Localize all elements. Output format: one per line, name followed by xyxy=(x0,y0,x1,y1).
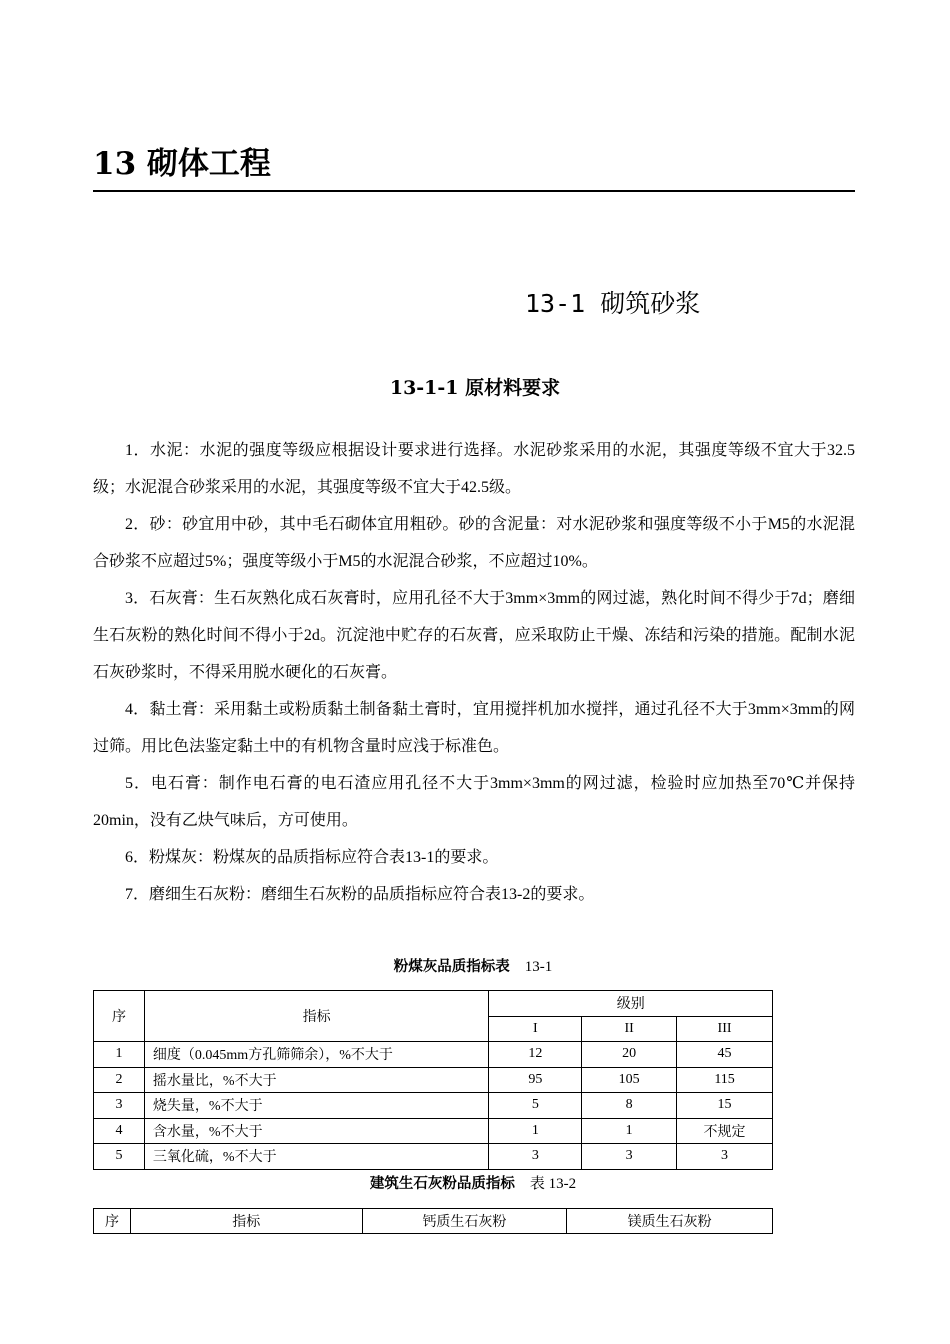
table-row: 5 三氧化硫，%不大于 3 3 3 xyxy=(94,1144,773,1170)
paragraph: 2．砂：砂宜用中砂，其中毛石砌体宜用粗砂。砂的含泥量：对水泥砂浆和强度等级不小于M5的水泥混合砂浆不应超过5%；强度等级小于M5的水泥混合砂浆，不应超过10%。 xyxy=(93,516,855,570)
table1-header-seq: 序 xyxy=(94,991,145,1042)
table-row: 1 细度（0.045mm方孔筛筛余），%不大于 12 20 45 xyxy=(94,1042,773,1068)
table1-header-grade-i: I xyxy=(489,1016,582,1042)
table1-header-grade-ii: II xyxy=(582,1016,677,1042)
table2-header-index: 指标 xyxy=(130,1209,362,1234)
paragraph: 7．磨细生石灰粉：磨细生石灰粉的品质指标应符合表13-2的要求。 xyxy=(125,886,595,903)
paragraph: 3．石灰膏：生石灰熟化成石灰膏时，应用孔径不大于3mm×3mm的网过滤，熟化时间不得少于7d；磨细生石灰粉的熟化时间不得小于2d。沉淀池中贮存的石灰膏，应采取防止干燥、冻结和污染的措施。配制水泥石灰砂浆时，不得采用脱水硬化的石灰膏。 xyxy=(93,590,855,681)
body-text xyxy=(93,432,855,913)
table2-header-magnesium: 镁质生石灰粉 xyxy=(567,1209,773,1234)
paragraph: 6．粉煤灰：粉煤灰的品质指标应符合表13-1的要求。 xyxy=(125,849,499,866)
paragraph: 4．黏土膏：采用黏土或粉质黏土制备黏土膏时，宜用搅拌机加水搅拌，通过孔径不大于3mm×3mm的网过筛。用比色法鉴定黏土中的有机物含量时应浅于标准色。 xyxy=(93,701,855,755)
section-title: 13-1 砌筑砂浆 xyxy=(525,289,701,318)
table-row: 2 摇水量比，%不大于 95 105 115 xyxy=(94,1067,773,1093)
table-row: 3 烧失量，%不大于 5 8 15 xyxy=(94,1093,773,1119)
table2-caption: 建筑生石灰粉品质指标 表 13-2 xyxy=(369,1176,577,1192)
table2-header-calcium: 钙质生石灰粉 xyxy=(362,1209,567,1234)
table2-header-seq: 序 xyxy=(94,1209,131,1234)
paragraph: 5．电石膏：制作电石膏的电石渣应用孔径不大于3mm×3mm的网过滤，检验时应加热至70℃并保持20min，没有乙炔气味后，方可使用。 xyxy=(93,775,855,829)
table1-header-index: 指标 xyxy=(144,991,488,1042)
table2 xyxy=(93,1208,773,1234)
table1 xyxy=(93,990,773,1170)
table-row: 4 含水量，%不大于 1 1 不规定 xyxy=(94,1118,773,1144)
table1-header-grade: 级别 xyxy=(489,991,773,1017)
subsection-title: 13-1-1 原材料要求 xyxy=(389,377,561,399)
table1-header-grade-iii: III xyxy=(677,1016,773,1042)
chapter-title: 13 砌体工程 xyxy=(93,140,855,192)
table1-caption: 粉煤灰品质指标表 13-1 xyxy=(393,959,553,975)
paragraph: 1．水泥：水泥的强度等级应根据设计要求进行选择。水泥砂浆采用的水泥，其强度等级不宜大于32.5级；水泥混合砂浆采用的水泥，其强度等级不宜大于42.5级。 xyxy=(93,442,855,496)
